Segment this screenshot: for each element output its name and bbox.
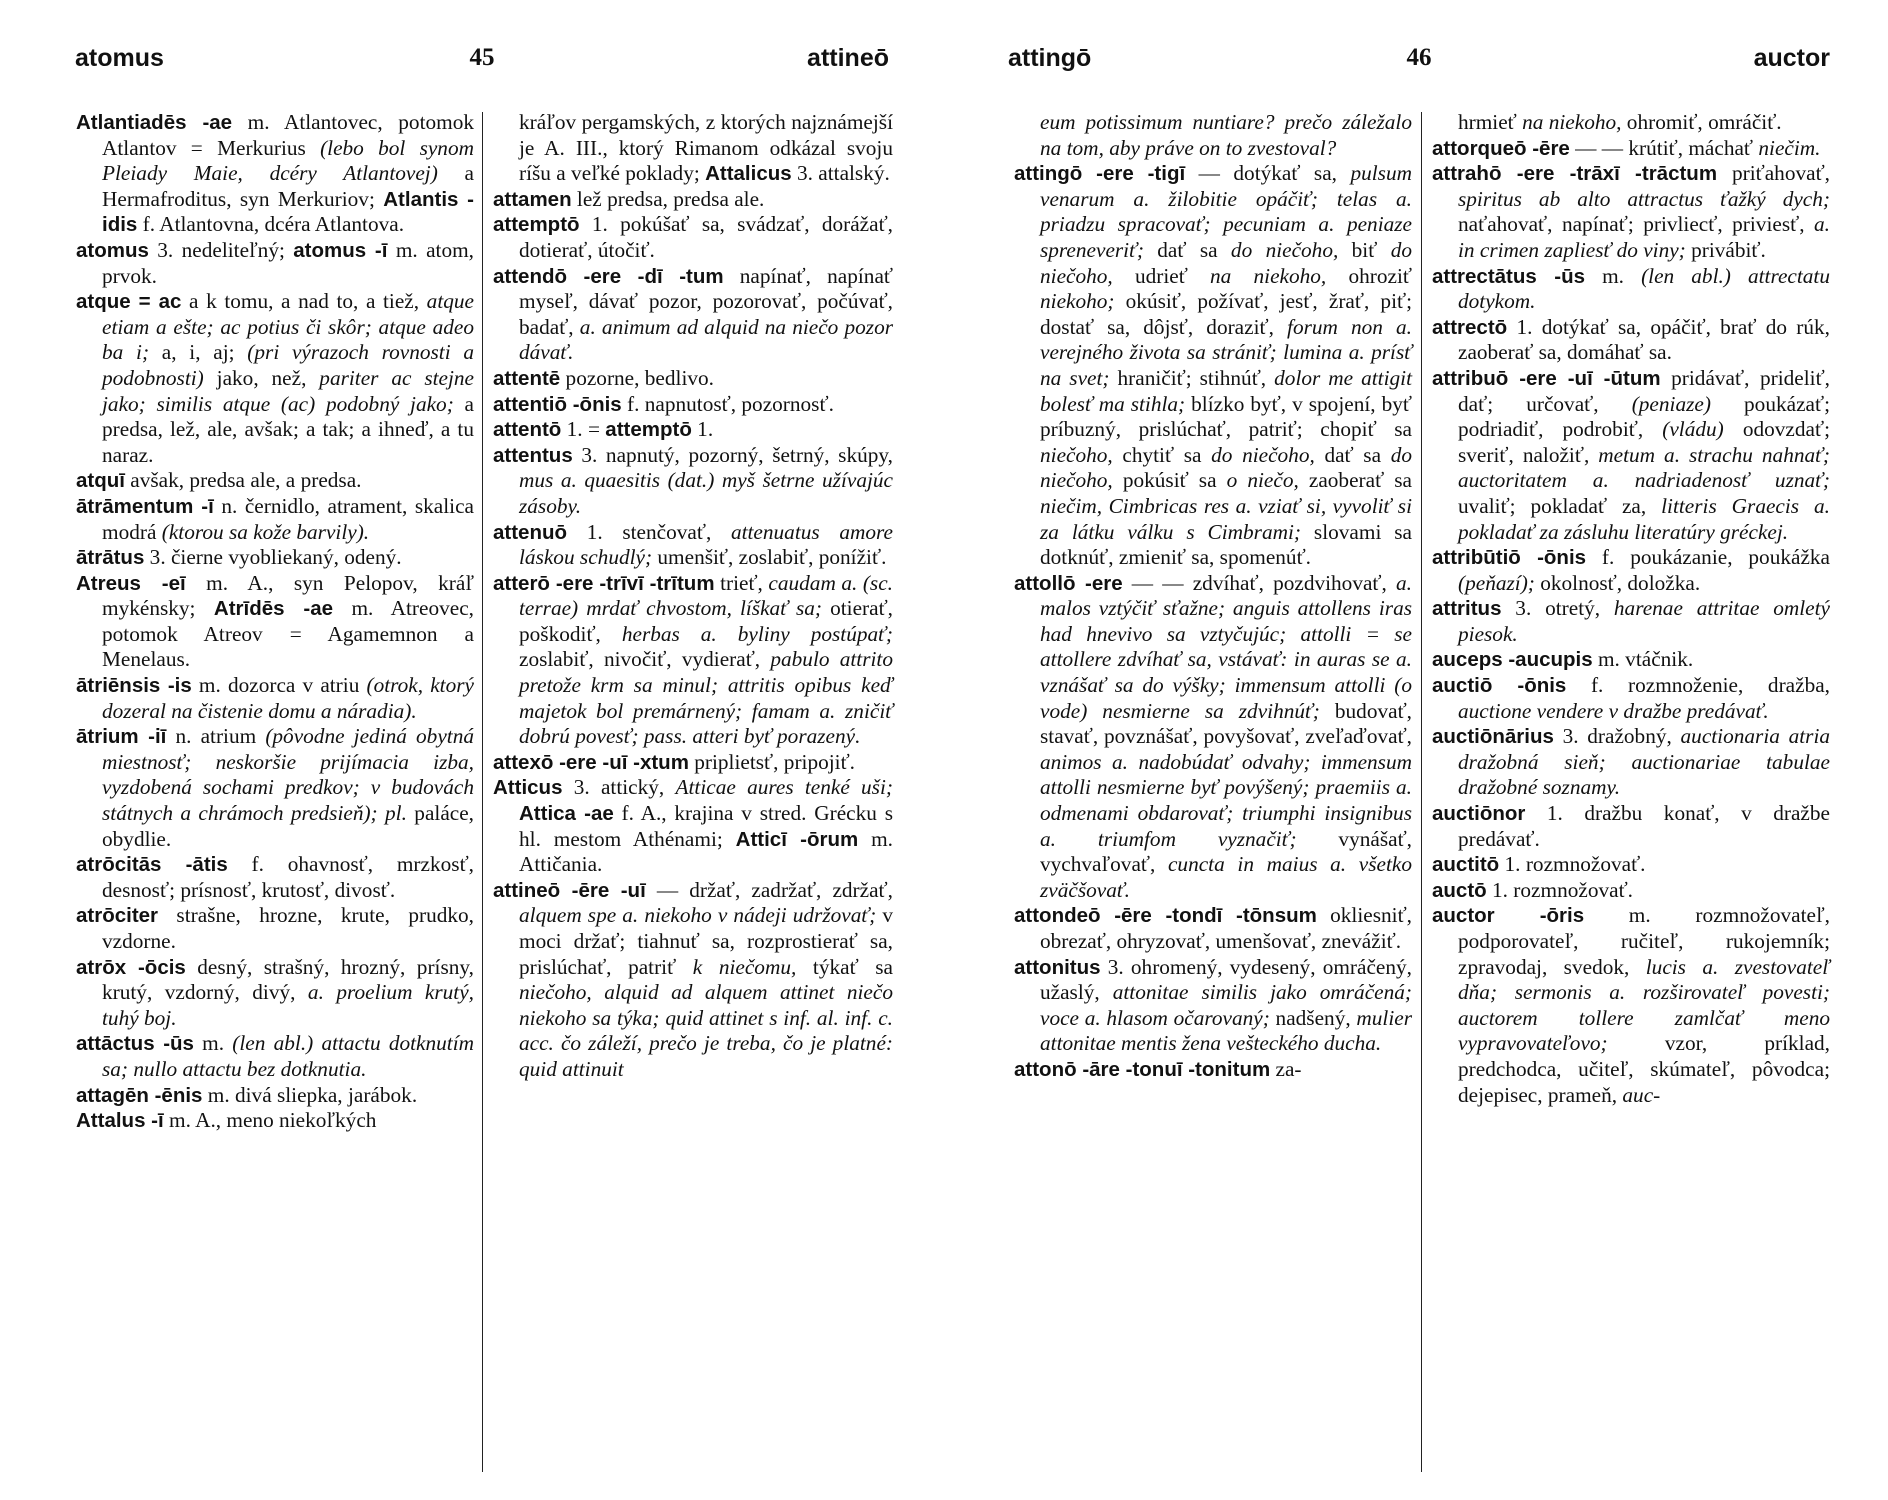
entry-text: — držať, zadržať, zdržať, <box>645 877 893 902</box>
dictionary-entry <box>76 1108 474 1134</box>
dictionary-entry <box>1432 673 1830 724</box>
entry-text: zoslabiť, nivočiť, vydierať, <box>519 647 771 672</box>
entry-example: mus a. quaesitis (dat.) myš šetrne užívajúc zásoby. <box>519 468 893 518</box>
entry-headword: atterō -ere -trīvī -trītum <box>493 571 715 595</box>
entry-example: spiritus ab alto attractus ťažký dych; <box>1458 186 1830 211</box>
entry-headword: Atrīdēs -ae <box>213 597 334 621</box>
right-header-first-word: attingō <box>1008 44 1092 72</box>
dictionary-entry <box>493 878 893 1083</box>
right-page <box>944 0 1888 1500</box>
entry-text: f. rozmnoženie, dražba, <box>1566 673 1830 698</box>
entry-headword: attollō -ere <box>1014 571 1123 595</box>
dictionary-entry <box>493 212 893 263</box>
entry-headword: attonitus <box>1014 955 1101 979</box>
entry-example: (peniaze) <box>1631 391 1711 416</box>
entry-headword: attentō <box>493 418 562 442</box>
entry-headword: auctiōnor <box>1432 802 1526 826</box>
dictionary-entry <box>1432 366 1830 545</box>
entry-text: biť <box>1338 237 1391 262</box>
left-page-column-divider <box>482 112 483 1472</box>
entry-headword: Atticī -ōrum <box>735 827 859 851</box>
entry-headword: attexō -ere -uī -xtum <box>493 750 689 774</box>
entry-example: k niečomu, <box>692 954 797 979</box>
entry-text: 1. <box>691 417 714 442</box>
entry-text: hraničiť; stihnúť, <box>1109 365 1275 390</box>
entry-text: jako, než, <box>203 365 320 390</box>
entry-example: niečoho, <box>1040 442 1113 467</box>
entry-example: cuncta in maius a. všetko zväčšovať. <box>1040 852 1412 902</box>
dictionary-entry <box>1432 801 1830 852</box>
entry-text: — — zdvíhať, pozdvihovať, <box>1122 570 1397 595</box>
entry-headword: Attalus -ī <box>76 1109 164 1133</box>
entry-text: n. atrium <box>166 724 266 749</box>
dictionary-entry <box>493 366 893 392</box>
entry-example: auc- <box>1622 1082 1661 1107</box>
entry-headword: auctō <box>1432 878 1487 902</box>
entry-text: udrieť <box>1112 263 1211 288</box>
entry-text: m. dozorca v atriu <box>191 673 367 698</box>
entry-headword: attenuō <box>493 520 568 544</box>
entry-example: niečoho, alquid ad alquem attinet niečo niekoho sa týka; quid attinet s inf. al. inf. c. acc. čo záleží, prečo je treba, čo je platné: quid attinuit <box>519 980 893 1081</box>
dictionary-entry <box>493 417 893 443</box>
entry-text: dať sa <box>1314 442 1391 467</box>
entry-text: f. Atlantovna, dcéra Atlantova. <box>137 212 405 237</box>
dictionary-entry <box>76 289 474 468</box>
entry-example: pulsum venarum a. žilobitie opáčiť; telas a. priadzu spracovať; pecuniam a. peniaze spreneveriť; <box>1040 161 1412 262</box>
dictionary-entry <box>76 238 474 289</box>
right-page-column-1 <box>1014 110 1412 1083</box>
entry-headword: attineō -ēre -uī <box>493 878 646 902</box>
entry-headword: attrectātus -ūs <box>1432 264 1586 288</box>
entry-text: nadšený, <box>1269 1005 1357 1030</box>
entry-example: na niekoho, <box>1210 263 1327 288</box>
left-page-column-2 <box>493 110 893 1083</box>
entry-example: pabulo attrito pretože krm sa minul; attritis opibus keď majetok bol premárnený; famam a. zničiť dobrú povesť; pass. atteri byť porazený. <box>519 647 893 749</box>
entry-text: paláce, obydlie. <box>102 801 474 851</box>
entry-example: a. in crimen zapliesť do viny; <box>1458 212 1830 262</box>
entry-example: (len abl.) attactu dotknutím sa; nullo attactu bez dotknutia. <box>102 1031 474 1081</box>
entry-headword: atomus -ī <box>293 238 388 262</box>
entry-headword: atomus <box>76 238 149 262</box>
dictionary-entry <box>76 955 474 1032</box>
dictionary-entry <box>1014 1057 1412 1083</box>
entry-text: — dotýkať sa, <box>1185 161 1351 186</box>
entry-text: m. <box>193 1031 233 1056</box>
entry-text: 3. otretý, <box>1501 596 1614 621</box>
entry-headword: Atlantis -idis <box>102 187 475 237</box>
entry-example: (pôvodne jediná obytná miestnosť; neskoršie prijímacia izba, vyzdobená sochami predkov; v budovách státnych a chrámoch predsieň); pl. <box>102 724 474 826</box>
dictionary-entry <box>493 187 893 213</box>
entry-headword: attrahō -ere -trāxī -trāctum <box>1432 162 1718 186</box>
dictionary-entry <box>1432 161 1830 263</box>
entry-text: a predsa, lež, ale, avšak; a tak; a ihneď, a tu naraz. <box>102 391 474 467</box>
entry-example: niekoho; <box>1040 289 1115 314</box>
entry-headword: auceps -aucupis <box>1432 648 1593 672</box>
entry-headword: Atreus -eī <box>76 571 186 595</box>
dictionary-entry <box>76 110 474 238</box>
dictionary-entry <box>1432 110 1830 136</box>
entry-text: 3. dražobný, <box>1553 724 1681 749</box>
entry-headword: atrōx -ōcis <box>76 955 186 979</box>
right-page-column-2 <box>1432 110 1830 1108</box>
entry-text: pridávať, prideliť, dať; určovať, <box>1458 365 1830 416</box>
entry-headword: auctitō <box>1432 853 1500 877</box>
entry-text: naťahovať, napínať; privliecť, priviesť, <box>1458 212 1815 237</box>
dictionary-entry <box>1014 903 1412 954</box>
entry-headword: attendō -ere -dī -tum <box>493 264 724 288</box>
entry-text: zaoberať sa <box>1298 468 1412 493</box>
entry-example: auctionaria atria dražobná sieň; auctionariae tabulae dražobné soznamy. <box>1458 724 1831 800</box>
entry-headword: attemptō <box>605 418 692 442</box>
entry-example: (ktorou sa kože barvily). <box>161 519 370 544</box>
entry-headword: Atticus <box>493 776 563 800</box>
entry-text: 3. nedeliteľný; <box>148 237 294 262</box>
right-page-header <box>1008 44 1830 74</box>
dictionary-entry <box>76 571 474 673</box>
dictionary-entry <box>1432 878 1830 904</box>
entry-example: harenae attritae omletý piesok. <box>1458 596 1830 646</box>
entry-text: 3. attický, <box>562 775 676 800</box>
entry-example: forum non a. verejného života sa strániť; lumina a. prísť na svet; <box>1040 314 1413 390</box>
entry-headword: auctiōnārius <box>1432 725 1554 749</box>
entry-text: otierať, poškodiť, <box>519 596 893 646</box>
entry-headword: attrectō <box>1432 315 1508 339</box>
entry-text: m. vtáčnik. <box>1592 647 1694 672</box>
entry-text: m. Atlantovec, potomok Atlantov = Merkurius <box>102 110 474 160</box>
dictionary-entry <box>1432 647 1830 673</box>
entry-headword: attritus <box>1432 597 1502 621</box>
entry-text: m. divá sliepka, jarábok. <box>202 1082 418 1107</box>
entry-headword: attentē <box>493 366 561 390</box>
entry-text: 3. attalský. <box>791 161 890 186</box>
dictionary-entry <box>493 571 893 750</box>
entry-text: okolnosť, doložka. <box>1534 570 1701 595</box>
entry-example: animos a. nadobúdať odvahy; immensum attolli nesmierne byť povýšený; praemiis a. odmenami obdarovať; triumphi insignibus a. triumfom vyznačiť; <box>1040 749 1412 851</box>
dictionary-entry <box>1014 110 1412 161</box>
entry-example: do niečoho, <box>1211 442 1315 467</box>
entry-example: a. proelium krutý, tuhý boj. <box>102 980 474 1030</box>
entry-headword: ātrium -iī <box>76 725 167 749</box>
dictionary-entry <box>76 724 474 852</box>
entry-text: dať sa <box>1143 237 1231 262</box>
dictionary-entry <box>1432 596 1830 647</box>
entry-headword: auctiō -ōnis <box>1432 674 1567 698</box>
entry-text: m. A., meno niekoľkých <box>163 1108 377 1133</box>
entry-text: m. Atreovec, potomok Atreov = Agamemnon a Menelaus. <box>102 596 474 672</box>
entry-text: f. napnutosť, pozornosť. <box>621 391 834 416</box>
left-page-column-1 <box>76 110 474 1134</box>
entry-text: — — krútiť, máchať <box>1569 135 1759 160</box>
dictionary-entry <box>1432 545 1830 596</box>
entry-example: (peňazí); <box>1458 570 1535 595</box>
entry-example: metum a. strachu nahnať; auctoritatem a. nadriadenosť uznať; <box>1458 442 1830 493</box>
entry-text: a k tomu, a nad to, a tiež, <box>181 289 427 314</box>
entry-example: atque etiam a ešte; ac potius či skôr; atque adeo ba i; <box>102 289 474 365</box>
entry-text: pokúsiť sa <box>1112 468 1227 493</box>
entry-text: za- <box>1270 1056 1302 1081</box>
entry-headword: attāctus -ūs <box>76 1032 194 1056</box>
entry-example: a. animum ad alquid na niečo pozor dávať. <box>519 314 894 365</box>
dictionary-entry <box>76 1031 474 1082</box>
entry-text: ohroziť <box>1326 263 1412 288</box>
entry-example: herbas a. byliny postúpať; <box>621 621 893 646</box>
entry-text: m. A., syn Pelopov, kráľ mykénsky; <box>102 570 474 621</box>
dictionary-entry <box>1432 264 1830 315</box>
entry-example: (pri výrazoch rovnosti a podobnosti) <box>102 340 474 390</box>
entry-example: o niečo, <box>1226 468 1299 493</box>
entry-example: eum potissimum nuntiare? prečo záležalo na tom, aby práve on to zvestoval? <box>1040 110 1412 160</box>
entry-text: 1. stenčovať, <box>567 519 731 544</box>
entry-text: privábiť. <box>1685 237 1766 262</box>
dictionary-entry <box>1432 136 1830 162</box>
entry-headword: atrōciter <box>76 904 159 928</box>
entry-text: týkať sa <box>796 954 893 979</box>
dictionary-entry <box>76 468 474 494</box>
dictionary-entry <box>1014 571 1412 904</box>
entry-headword: attonō -āre -tonuī -tonitum <box>1014 1057 1271 1081</box>
entry-text: avšak, predsa ale, a predsa. <box>124 468 362 493</box>
entry-example: (lebo bol synom Pleiady Maie, dcéry Atlantovej) <box>102 135 474 186</box>
entry-headword: attingō -ere -tigī <box>1014 162 1186 186</box>
right-page-number: 46 <box>1406 44 1432 71</box>
entry-example: auctione vendere v dražbe predávať. <box>1458 698 1769 723</box>
entry-example: (otrok, ktorý dozeral na čistenie domu a náradia). <box>102 673 474 723</box>
dictionary-entry <box>1432 315 1830 366</box>
entry-headword: ātrātus <box>76 546 145 570</box>
entry-text: strašne, hrozne, krute, prudko, vzdorne. <box>102 903 474 953</box>
dictionary-entry <box>1432 903 1830 1108</box>
entry-example: lucis a. zvestovateľ dňa; sermonis a. rozširovateľ povesti; auctorem tollere zamlčať meno vypravovateľovo; <box>1458 954 1831 1056</box>
entry-example: caudam a. (sc. terrae) mrdať chvostom, líškať sa; <box>519 570 893 621</box>
entry-example: alquem spe a. niekoho v nádeji udržovať; <box>519 903 877 928</box>
entry-text: uvaliť; pokladať za, <box>1458 493 1662 518</box>
left-header-last-word: attineō <box>807 44 889 72</box>
dictionary-entry <box>76 903 474 954</box>
entry-example: (len abl.) attrectatu dotykom. <box>1458 263 1830 314</box>
dictionary-entry <box>493 775 893 877</box>
dictionary-entry <box>493 392 893 418</box>
entry-text: priťahovať, <box>1717 161 1830 186</box>
entry-text: 1. dotýkať sa, opáčiť, brať do rúk, zaoberať sa, domáhať sa. <box>1458 314 1830 365</box>
entry-example: do niečoho, <box>1230 237 1339 262</box>
dictionary-entry <box>1014 161 1412 571</box>
entry-headword: attentus <box>493 443 573 467</box>
entry-text: n. černidlo, atrament, skalica modrá <box>102 493 474 544</box>
dictionary-entry <box>76 1083 474 1109</box>
entry-headword: attribuō -ere -uī -ūtum <box>1432 366 1661 390</box>
right-header-last-word: auctor <box>1753 44 1830 72</box>
entry-text: pozorne, bedlivo. <box>560 365 714 390</box>
entry-text: napínať, napínať myseľ, dávať pozor, pozorovať, počúvať, badať, <box>519 263 893 339</box>
left-page-header <box>75 44 889 74</box>
entry-headword: auctor -ōris <box>1432 904 1585 928</box>
entry-headword: attentiō -ōnis <box>493 392 622 416</box>
left-page-number: 45 <box>469 44 495 71</box>
entry-headword: atquī <box>76 469 125 493</box>
entry-text: budovať, stavať, povznášať, povyšovať, zveľaďovať, <box>1040 698 1412 749</box>
entry-text: a, i, aj; <box>149 340 248 365</box>
entry-text: f. poukázanie, poukážka <box>1586 545 1830 570</box>
entry-text: trieť, <box>714 570 769 595</box>
entry-headword: ātriēnsis -is <box>76 674 192 698</box>
entry-text: 1. = <box>561 417 606 442</box>
entry-text: m. rozmnožovateľ, podporovateľ, ručiteľ, rukojemník; zpravodaj, svedok, <box>1458 903 1830 979</box>
entry-text: 3. čierne vyobliekaný, odený. <box>144 545 402 570</box>
dictionary-entry <box>493 443 893 520</box>
entry-text: 1. rozmnožovať. <box>1486 877 1633 902</box>
entry-text: vynášať, vychvaľovať, <box>1040 826 1412 877</box>
entry-text: m. <box>1585 263 1642 288</box>
entry-text: a Hermafroditus, syn Merkuriov; <box>102 161 474 211</box>
entry-headword: Attalicus <box>705 162 792 186</box>
entry-example: do niečoho, <box>1040 237 1412 288</box>
entry-example: attenuatus amore láskou schudlý; <box>519 519 893 570</box>
entry-example: attonitae similis jako omráčená; voce a. hlasom očarovaný; <box>1040 980 1412 1030</box>
left-header-first-word: atomus <box>75 44 164 72</box>
entry-example: a. malos vztýčiť sťažne; anguis attollens iras had hnevivo sa vztyčujúc; attolli = se attollere zdvíhať sa, vstávať: in auras se a. vznášať sa do výšky; immensum attolli (o vode) nesmierne sa zdvihnúť; <box>1040 570 1412 723</box>
entry-text: umenšiť, zoslabiť, ponížiť. <box>652 545 887 570</box>
entry-text: v moci držať; tiahnuť sa, rozprostierať sa, prislúchať, patriť <box>519 903 893 979</box>
entry-headword: attemptō <box>493 213 580 237</box>
dictionary-entry <box>493 110 893 187</box>
entry-text: chytiť sa <box>1112 442 1212 467</box>
entry-example: mulier attonitae mentis žena vešteckého ducha. <box>1040 1005 1412 1056</box>
entry-text: priplietsť, pripojiť. <box>688 749 856 774</box>
dictionary-entry <box>1014 955 1412 1057</box>
entry-text: m. Attičania. <box>519 826 893 877</box>
dictionary-entry <box>493 520 893 571</box>
entry-text: 1. rozmnožovať. <box>1499 852 1646 877</box>
entry-text: vzor, príklad, predchodca, učiteľ, skúmateľ, pôvodca; dejepisec, prameň, <box>1458 1031 1830 1107</box>
dictionary-entry <box>76 545 474 571</box>
entry-example: (vládu) <box>1662 417 1724 442</box>
entry-text: f. A., krajina v stred. Grécku s hl. mestom Athénami; <box>519 801 894 851</box>
entry-text: m. atom, prvok. <box>102 237 474 288</box>
entry-example: litteris Graecis a. pokladať za zásluhu literatúry gréckej. <box>1458 493 1830 544</box>
entry-text: okúsiť, požívať, jesť, žrať, piť; dostať sa, dôjsť, doraziť, <box>1040 289 1412 339</box>
dictionary-entry <box>76 852 474 903</box>
entry-text: kráľov pergamských, z ktorých najznámejší je A. III., ktorý Rimanom odkázal svoju ríšu a veľké poklady; <box>519 110 893 186</box>
entry-headword: attamen <box>493 187 572 211</box>
dictionary-entry <box>1432 724 1830 801</box>
dictionary-entry <box>493 264 893 366</box>
dictionary-entry <box>1432 852 1830 878</box>
entry-text: desný, strašný, hrozný, prísny, krutý, vzdorný, divý, <box>102 954 474 1005</box>
entry-example: Atticae aures tenké uši; <box>675 775 893 800</box>
entry-example: niečim, Cimbricas res a. vziať si, vyvoliť si za látku válku s Cimbrami; <box>1040 493 1412 544</box>
entry-text: okliesniť, obrezať, ohryzovať, umenšovať, znevážiť. <box>1040 903 1412 953</box>
entry-text: lež predsa, predsa ale. <box>571 186 765 211</box>
entry-headword: ātrāmentum -ī <box>76 494 214 518</box>
entry-text: 1. pokúšať sa, svádzať, dorážať, dotierať, útočiť. <box>519 212 893 262</box>
entry-text: poukázať; podriadiť, podrobiť, <box>1458 391 1831 442</box>
entry-text: slovami sa dotknúť, zmieniť sa, spomenúť. <box>1040 519 1412 570</box>
entry-headword: attagēn -ēnis <box>76 1083 203 1107</box>
entry-headword: Atlantiadēs -ae <box>76 111 233 134</box>
dictionary-entry <box>493 750 893 776</box>
entry-headword: atque = ac <box>76 290 182 314</box>
entry-example: na niekoho, <box>1522 110 1622 134</box>
entry-text: odovzdať; sveriť, naložiť, <box>1458 417 1830 467</box>
entry-text: f. ohavnosť, mrzkosť, desnosť; prísnosť, krutosť, divosť. <box>102 852 474 902</box>
entry-headword: attribūtiō -ōnis <box>1432 546 1587 570</box>
entry-text: blízko byť, v spojení, byť príbuzný, prislúchať, patriť; chopiť sa <box>1040 391 1412 442</box>
entry-text: ohromiť, omráčiť. <box>1621 110 1782 134</box>
entry-example: niečim. <box>1758 135 1821 160</box>
entry-headword: attorqueō -ēre <box>1432 136 1570 160</box>
entry-text: 1. dražbu konať, v dražbe predávať. <box>1458 801 1830 851</box>
dictionary-entry <box>76 494 474 545</box>
entry-text: hrmieť <box>1458 110 1523 134</box>
entry-headword: attondeō -ēre -tondī -tōnsum <box>1014 904 1317 928</box>
entry-headword: Attica -ae <box>519 802 614 826</box>
dictionary-entry <box>76 673 474 724</box>
right-page-column-divider <box>1421 112 1422 1472</box>
entry-example: pariter ac stejne jako; similis atque (ac) podobný jako; <box>102 365 474 416</box>
entry-text: 3. napnutý, pozorný, šetrný, skúpy, <box>572 442 893 467</box>
entry-example: dolor me attigit bolesť ma stihla; <box>1040 365 1413 416</box>
entry-example: do niečoho, <box>1040 442 1412 493</box>
entry-headword: atrōcitās -ātis <box>76 853 228 877</box>
entry-text: 3. ohromený, vydesený, omráčený, užaslý, <box>1040 954 1412 1005</box>
